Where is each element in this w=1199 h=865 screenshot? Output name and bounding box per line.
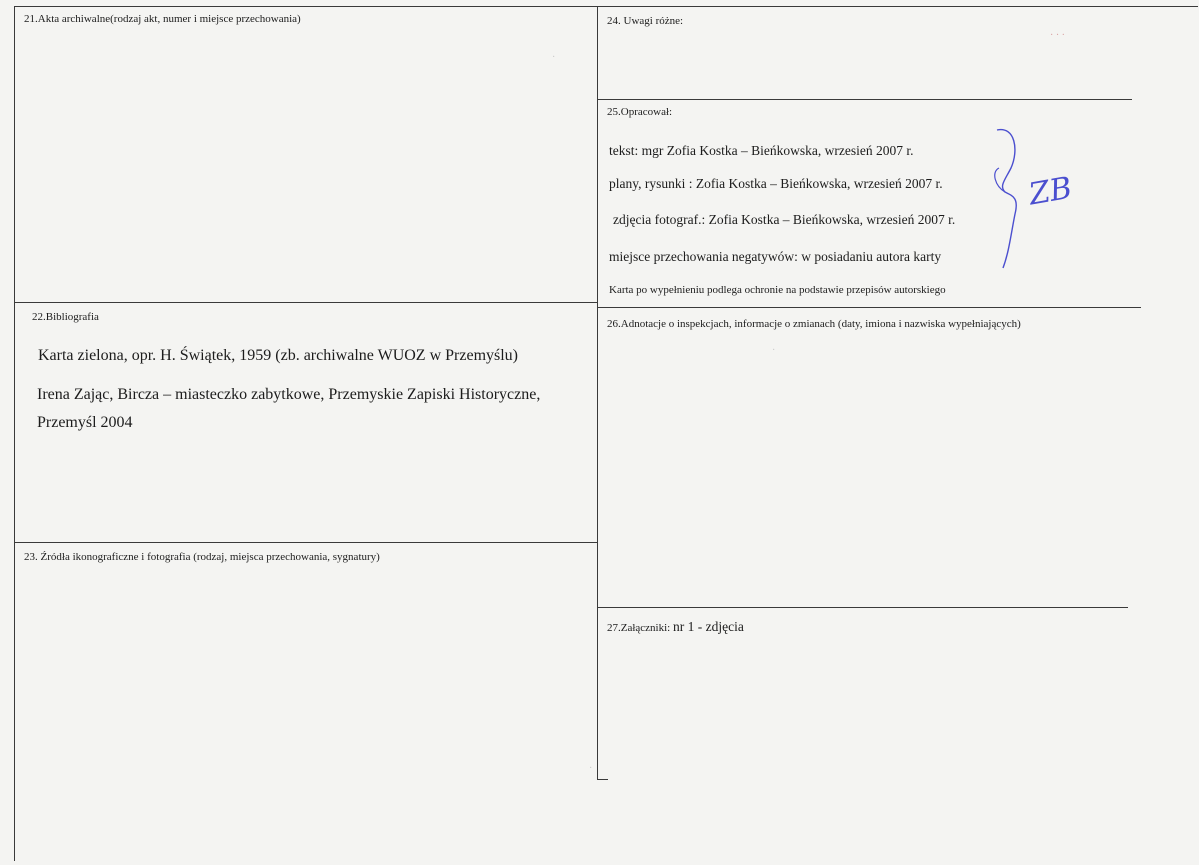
scan-artifact-dot-2: · xyxy=(772,345,776,356)
attachments-value: nr 1 - zdjęcia xyxy=(672,619,744,634)
author-photos-line: zdjęcia fotograf.: Zofia Kostka – Bieńkowska, wrzesień 2007 r. xyxy=(613,212,956,227)
bibliography-item-2-line-1: Irena Zając, Bircza – miasteczko zabytkowe, Przemyskie Zapiski Historyczne, xyxy=(37,386,541,403)
author-plans-line: plany, rysunki : Zofia Kostka – Bieńkowska, wrzesień 2007 r. xyxy=(609,176,943,191)
section-25-label: 25.Opracował: xyxy=(607,106,673,118)
scan-artifact-dot-1: · xyxy=(552,52,556,63)
divider-tick xyxy=(597,779,608,780)
section-27-label xyxy=(607,619,744,635)
section-27-caption: 27.Załączniki: xyxy=(607,622,673,634)
rule-25-26 xyxy=(597,307,1141,308)
author-text-line: tekst: mgr Zofia Kostka – Bieńkowska, wrzesień 2007 r. xyxy=(609,143,914,158)
bibliography-item-1: Karta zielona, opr. H. Świątek, 1959 (zb. archiwalne WUOZ w Przemyślu) xyxy=(38,347,519,364)
section-22-label: 22.Bibliografia xyxy=(32,311,99,323)
left-border xyxy=(14,6,15,861)
signature-bracket xyxy=(997,130,1016,268)
section-21-label: 21.Akta archiwalne(rodzaj akt, numer i miejsce przechowania) xyxy=(24,13,301,25)
section-23-label: 23. Źródła ikonograficzne i fotografia (rodzaj, miejsca przechowania, sygnatury) xyxy=(24,551,380,563)
bibliography-item-2-line-2: Przemyśl 2004 xyxy=(37,414,133,431)
copyright-notice: Karta po wypełnieniu podlega ochronie na podstawie przepisów autorskiego xyxy=(609,284,946,296)
top-rule xyxy=(14,6,1198,7)
scan-artifact-dot-3: · xyxy=(589,763,593,774)
section-26-label: 26.Adnotacje o inspekcjach, informacje o zmianach (daty, imiona i nazwiska wypełniających) xyxy=(607,318,1021,330)
handwritten-signature xyxy=(985,122,1095,272)
rule-24-25 xyxy=(597,99,1132,100)
column-divider xyxy=(597,6,598,779)
signature-initials: ZB xyxy=(1026,170,1075,213)
negatives-location-line: miejsce przechowania negatywów: w posiadaniu autora karty xyxy=(609,249,942,264)
rule-21-22 xyxy=(14,302,597,303)
scan-artifact-top-right: · · · xyxy=(1050,30,1065,41)
section-24-label: 24. Uwagi różne: xyxy=(607,15,684,27)
rule-26-27 xyxy=(597,607,1128,608)
rule-22-23 xyxy=(14,542,597,543)
